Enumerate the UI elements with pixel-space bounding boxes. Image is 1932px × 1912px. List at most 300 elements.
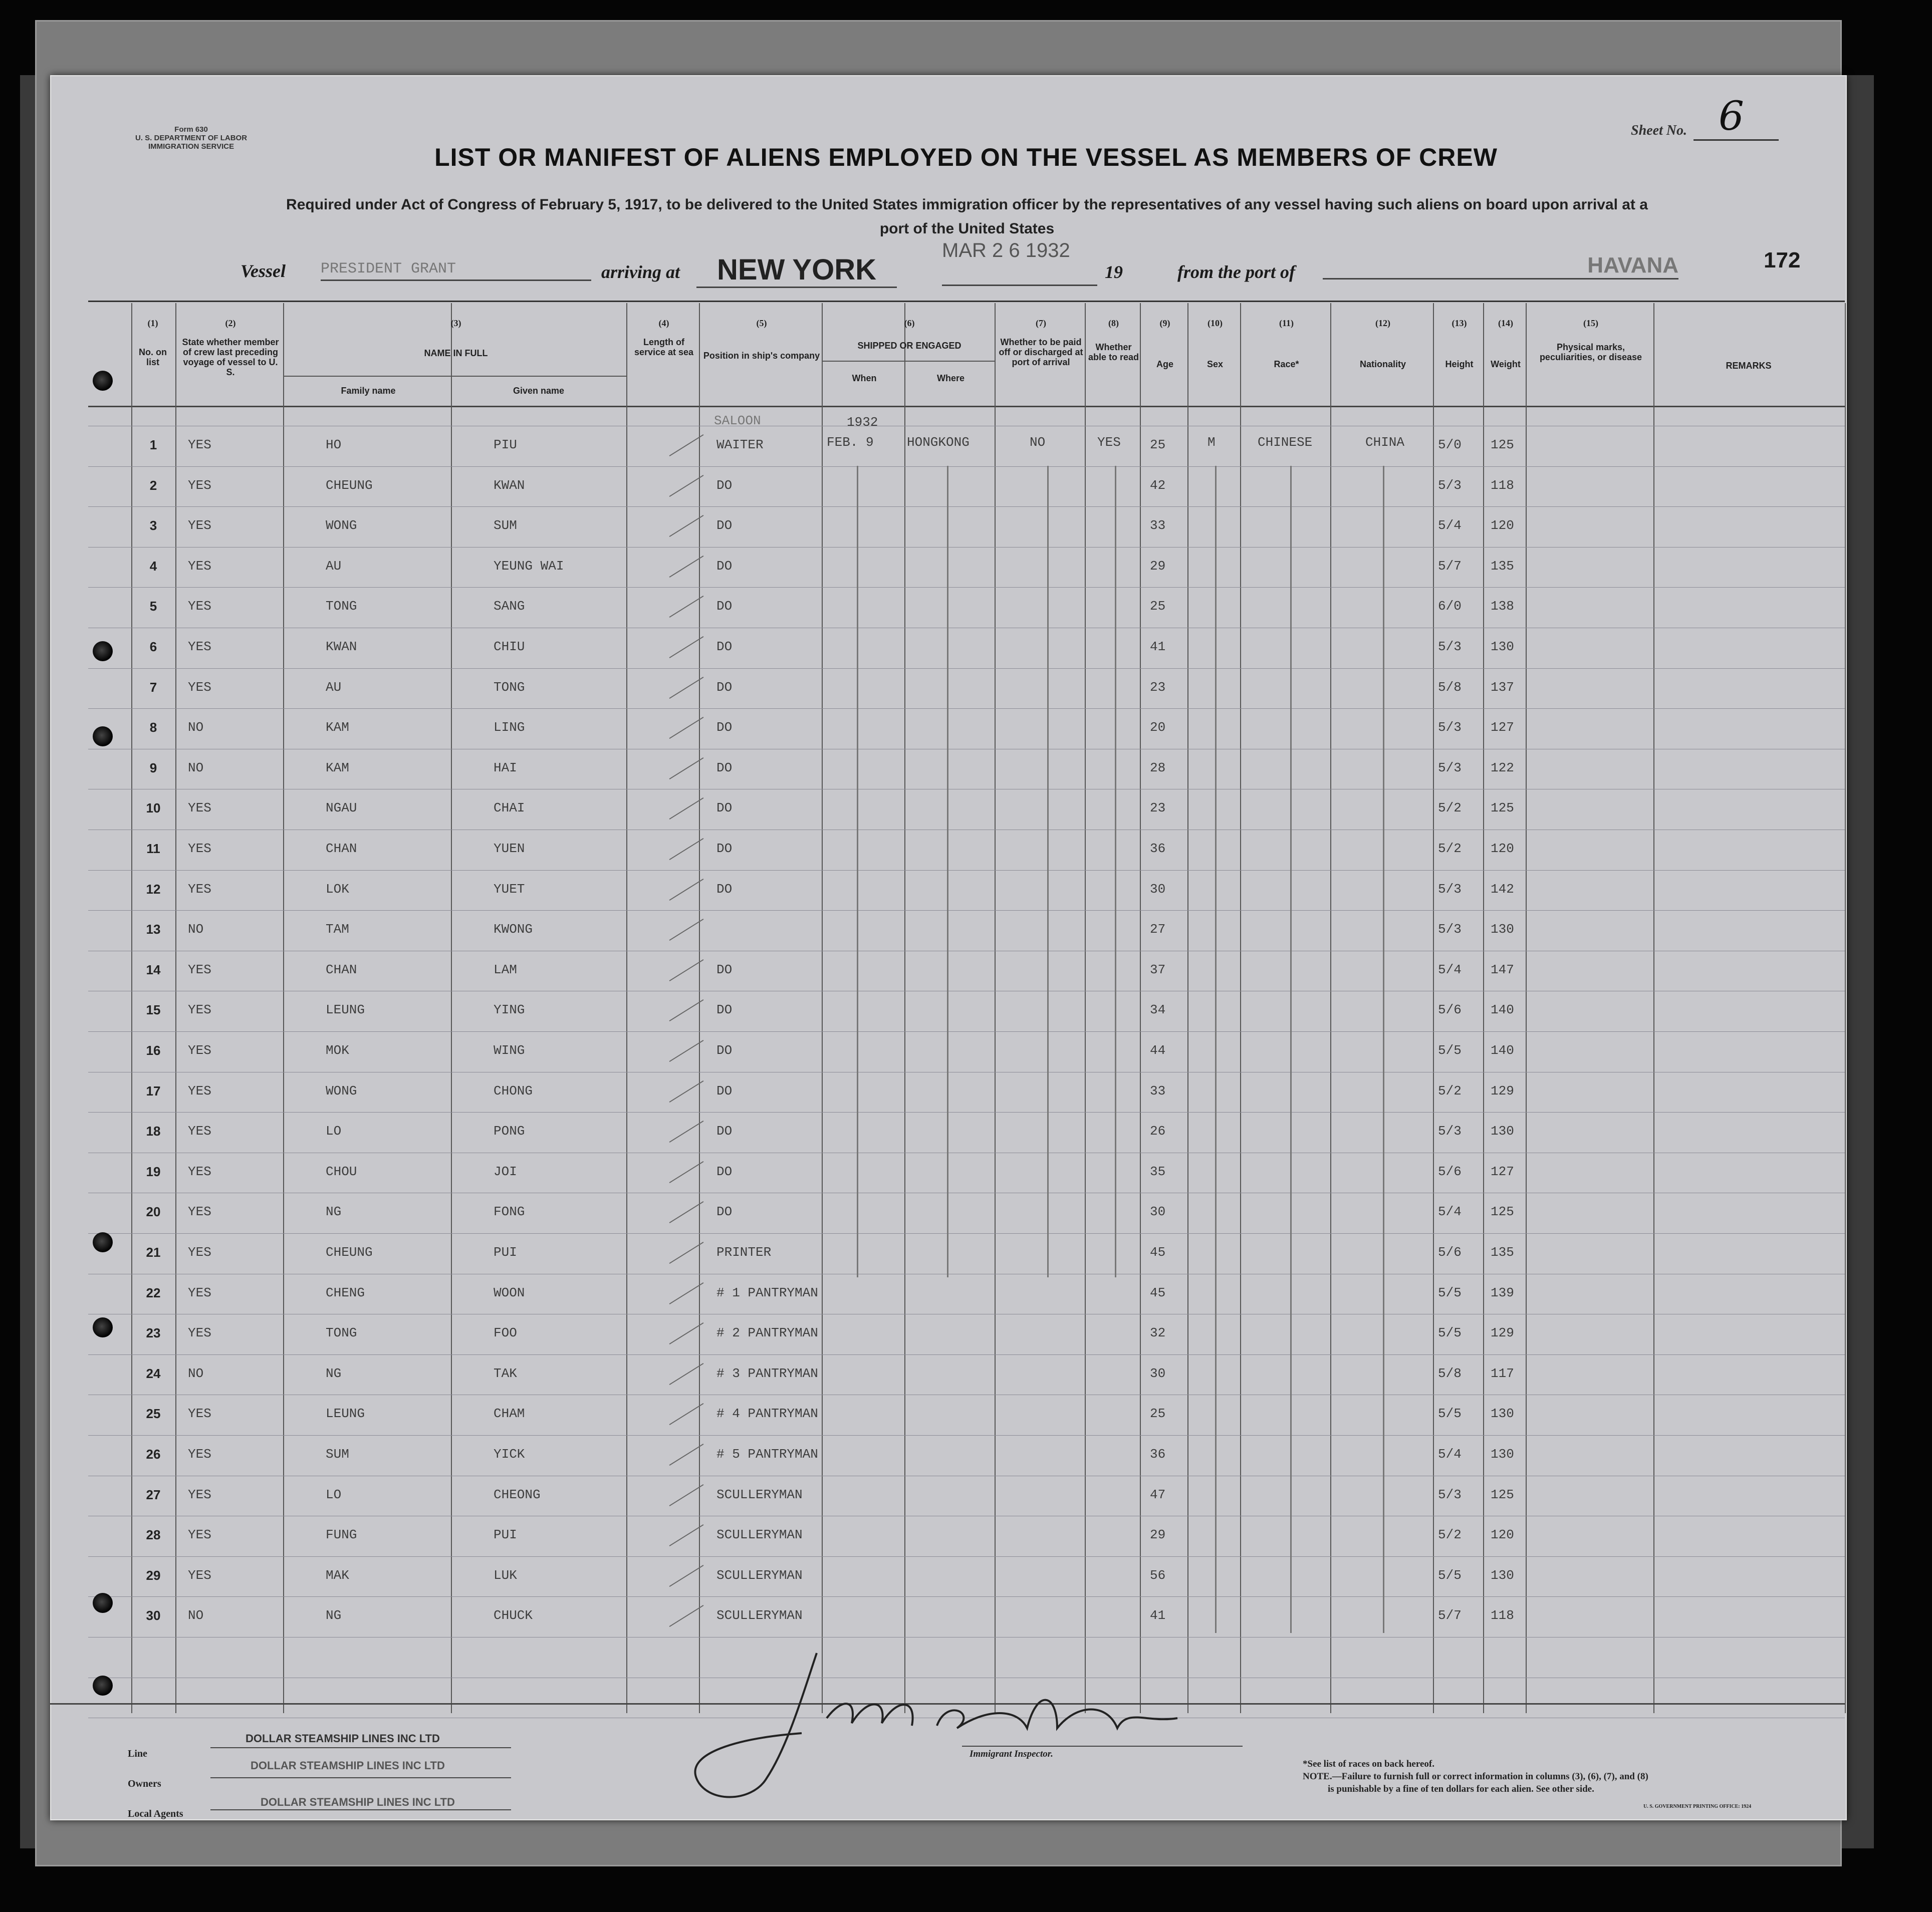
- line-value: DOLLAR STEAMSHIP LINES INC LTD: [246, 1732, 440, 1745]
- given-name: WING: [494, 1043, 525, 1058]
- height: 5/2: [1438, 841, 1462, 856]
- row-number: 10: [146, 800, 161, 816]
- position: # 2 PANTRYMAN: [716, 1325, 818, 1341]
- age: 20: [1150, 720, 1166, 735]
- column-rule: [1845, 303, 1846, 1713]
- age: 41: [1150, 1608, 1166, 1623]
- previous-voyage: YES: [188, 1124, 211, 1139]
- row-number: 15: [146, 1002, 161, 1018]
- col9-header: [1142, 318, 1187, 369]
- column-rule: [1526, 303, 1527, 1713]
- subtitle-line-2: port of the United States: [879, 220, 1055, 237]
- col9-label: Age: [1156, 359, 1173, 369]
- given-name: PONG: [494, 1124, 525, 1139]
- col15-label: Physical marks, peculiarities, or disease: [1539, 342, 1642, 362]
- weight: 140: [1491, 1002, 1514, 1018]
- family-name: NG: [326, 1608, 342, 1623]
- owners-underline: [210, 1777, 511, 1778]
- col6-number: (6): [904, 318, 915, 328]
- weight: 127: [1491, 720, 1514, 735]
- sheet-underline: [1694, 139, 1779, 141]
- given-name: JOI: [494, 1164, 517, 1179]
- shipped-year: 1932: [847, 415, 878, 430]
- penalty-note-2: is punishable by a fine of ten dollars for each alien. See other side.: [1328, 1784, 1594, 1794]
- given-name: HAI: [494, 760, 517, 775]
- column-rule: [131, 303, 132, 1713]
- inspector-signature: [676, 1638, 1328, 1818]
- row-rule: [88, 1354, 1845, 1355]
- age: 27: [1150, 922, 1166, 937]
- year-label: 19: [1105, 262, 1123, 282]
- family-name: WONG: [326, 1083, 357, 1099]
- arriving-label: arriving at: [601, 262, 680, 282]
- position: WAITER: [716, 437, 764, 452]
- family-name: CHOU: [326, 1164, 357, 1179]
- height: 5/4: [1438, 1447, 1462, 1462]
- age: 36: [1150, 1447, 1166, 1462]
- col2-number: (2): [225, 318, 236, 328]
- height: 5/8: [1438, 679, 1462, 695]
- height: 5/7: [1438, 558, 1462, 574]
- race: CHINESE: [1258, 435, 1313, 450]
- family-name: NG: [326, 1204, 342, 1220]
- height: 5/3: [1438, 639, 1462, 654]
- shipped-when: FEB. 9: [827, 435, 874, 450]
- table-top-rule: [88, 301, 1845, 302]
- col12-label: Nationality: [1359, 359, 1406, 369]
- height: 5/5: [1438, 1285, 1462, 1300]
- from-port-label: from the port of: [1177, 262, 1296, 282]
- age: 41: [1150, 639, 1166, 654]
- position: DO: [716, 1164, 733, 1179]
- punch-hole: [93, 371, 113, 391]
- family-name: SUM: [326, 1447, 349, 1462]
- given-name: LING: [494, 720, 525, 735]
- given-name: KWONG: [494, 922, 533, 937]
- previous-voyage: YES: [188, 1285, 211, 1300]
- given-name: YUEN: [494, 841, 525, 856]
- when-header: When: [852, 373, 877, 383]
- row-number: 23: [146, 1325, 161, 1341]
- height: 5/3: [1438, 1124, 1462, 1139]
- row-rule: [88, 587, 1845, 588]
- previous-voyage: YES: [188, 1204, 211, 1220]
- row-number: 2: [149, 477, 157, 493]
- height: 5/3: [1438, 922, 1462, 937]
- row-number: 13: [146, 922, 161, 937]
- position: DO: [716, 1002, 733, 1018]
- row-number: 17: [146, 1083, 161, 1099]
- position: DO: [716, 881, 733, 897]
- weight: 147: [1491, 962, 1514, 977]
- given-name: CHAM: [494, 1406, 525, 1422]
- column-rule: [1433, 303, 1434, 1713]
- col14-number: (14): [1498, 318, 1513, 328]
- height: 5/2: [1438, 800, 1462, 816]
- line-label: Line: [128, 1748, 147, 1759]
- given-name: YUET: [494, 881, 525, 897]
- paid-off: NO: [1030, 435, 1046, 450]
- page-number: 172: [1764, 248, 1801, 272]
- col8-header: [1087, 318, 1140, 362]
- sheet-label: Sheet No.: [1631, 123, 1687, 138]
- ditto-mark-where: [947, 466, 948, 1277]
- height: 5/3: [1438, 1487, 1462, 1502]
- col14-label: Weight: [1491, 359, 1521, 369]
- previous-voyage: YES: [188, 599, 211, 614]
- col13-header: [1435, 318, 1483, 369]
- row-number: 12: [146, 881, 161, 897]
- family-name: CHEUNG: [326, 1245, 373, 1260]
- position: SCULLERYMAN: [716, 1567, 803, 1583]
- given-name: TONG: [494, 679, 525, 695]
- row-number: 9: [149, 760, 157, 775]
- previous-voyage: YES: [188, 841, 211, 856]
- row-number: 28: [146, 1527, 161, 1543]
- punch-hole: [93, 1593, 113, 1613]
- agents-label: Local Agents: [128, 1808, 183, 1819]
- row-number: 21: [146, 1245, 161, 1260]
- age: 29: [1150, 558, 1166, 574]
- from-port: HAVANA: [1323, 253, 1678, 280]
- family-name: CHAN: [326, 841, 357, 856]
- row-number: 6: [149, 639, 157, 654]
- position: DO: [716, 1204, 733, 1220]
- family-name: KWAN: [326, 639, 357, 654]
- punch-hole: [93, 1317, 113, 1337]
- row-rule: [88, 1112, 1845, 1113]
- row-rule: [88, 1233, 1845, 1234]
- owners-value: DOLLAR STEAMSHIP LINES INC LTD: [251, 1759, 445, 1772]
- row-rule: [88, 506, 1845, 507]
- where-header: Where: [936, 373, 964, 383]
- previous-voyage: YES: [188, 1043, 211, 1058]
- weight: 122: [1491, 760, 1514, 775]
- col9-number: (9): [1159, 318, 1170, 328]
- ditto-mark-nationality: [1383, 466, 1384, 1633]
- height: 5/0: [1438, 437, 1462, 452]
- family-name: LO: [326, 1124, 342, 1139]
- line-underline: [210, 1747, 511, 1748]
- age: 23: [1150, 800, 1166, 816]
- position: DO: [716, 760, 733, 775]
- previous-voyage: YES: [188, 1325, 211, 1341]
- age: 45: [1150, 1245, 1166, 1260]
- weight: 125: [1491, 1487, 1514, 1502]
- height: 5/3: [1438, 720, 1462, 735]
- column-rule: [1240, 303, 1241, 1713]
- age: 37: [1150, 962, 1166, 977]
- document-subtitle: [130, 193, 1804, 241]
- weight: 120: [1491, 841, 1514, 856]
- age: 32: [1150, 1325, 1166, 1341]
- given-name: CHAI: [494, 800, 525, 816]
- row-number: 25: [146, 1406, 161, 1422]
- col1-header: [135, 318, 170, 367]
- position: # 3 PANTRYMAN: [716, 1365, 818, 1381]
- vessel-name: PRESIDENT GRANT: [321, 260, 591, 281]
- family-name: NGAU: [326, 800, 357, 816]
- subtitle-line-1: Required under Act of Congress of February 5, 1917, to be delivered to the United States immigration officer by the representatives of any vessel having such aliens on board upon arrival at a: [286, 196, 1648, 213]
- col5-label: Position in ship's company: [703, 351, 820, 361]
- col12-number: (12): [1375, 318, 1390, 328]
- date-stamp: MAR 2 6 1932: [942, 239, 1070, 261]
- ditto-mark-sex: [1215, 466, 1217, 1633]
- weight: 129: [1491, 1083, 1514, 1099]
- family-name: TONG: [326, 599, 357, 614]
- column-rule: [1653, 303, 1654, 1713]
- given-name: PUI: [494, 1527, 517, 1543]
- family-name: MAK: [326, 1567, 349, 1583]
- weight: 127: [1491, 1164, 1514, 1179]
- weight: 135: [1491, 1245, 1514, 1260]
- previous-voyage: YES: [188, 800, 211, 816]
- height: 5/3: [1438, 477, 1462, 493]
- col10-header: [1190, 318, 1240, 369]
- given-name: CHONG: [494, 1083, 533, 1099]
- row-number: 26: [146, 1447, 161, 1462]
- ditto-mark-when: [857, 466, 858, 1277]
- previous-voyage: NO: [188, 1608, 204, 1623]
- col4-header: [629, 318, 699, 357]
- position: DO: [716, 720, 733, 735]
- position: DO: [716, 800, 733, 816]
- position: DO: [716, 841, 733, 856]
- row-number: 5: [149, 599, 157, 614]
- weight: 120: [1491, 1527, 1514, 1543]
- family-name: FUNG: [326, 1527, 357, 1543]
- age: 23: [1150, 679, 1166, 695]
- age: 26: [1150, 1124, 1166, 1139]
- age: 45: [1150, 1285, 1166, 1300]
- shipped-where: HONGKONG: [907, 435, 970, 450]
- form-number: Form 630: [174, 125, 208, 134]
- position: # 1 PANTRYMAN: [716, 1285, 818, 1300]
- weight: 117: [1491, 1365, 1514, 1381]
- given-name: FONG: [494, 1204, 525, 1220]
- row-rule: [88, 1596, 1845, 1597]
- service-name: IMMIGRATION SERVICE: [148, 142, 234, 151]
- family-name: MOK: [326, 1043, 349, 1058]
- weight: 130: [1491, 1124, 1514, 1139]
- col15-number: (15): [1583, 318, 1598, 328]
- remarks-header: REMARKS: [1726, 361, 1772, 371]
- weight: 135: [1491, 558, 1514, 574]
- height: 5/6: [1438, 1002, 1462, 1018]
- previous-voyage: YES: [188, 1487, 211, 1502]
- age: 25: [1150, 599, 1166, 614]
- age: 35: [1150, 1164, 1166, 1179]
- given-name: PIU: [494, 437, 517, 452]
- date-underline: [942, 285, 1097, 286]
- col6-label: SHIPPED OR ENGAGED: [857, 341, 961, 351]
- given-name: CHEONG: [494, 1487, 541, 1502]
- age: 42: [1150, 477, 1166, 493]
- previous-voyage: YES: [188, 881, 211, 897]
- family-name: NG: [326, 1365, 342, 1381]
- row-rule: [88, 547, 1845, 548]
- col13-number: (13): [1452, 318, 1467, 328]
- age: 56: [1150, 1567, 1166, 1583]
- sex: M: [1208, 435, 1216, 450]
- row-rule: [88, 668, 1845, 669]
- row-rule: [88, 910, 1845, 911]
- inspector-label: Immigrant Inspector.: [970, 1749, 1053, 1759]
- previous-voyage: YES: [188, 679, 211, 695]
- gpo-imprint: U. S. GOVERNMENT PRINTING OFFICE: 1924: [1643, 1804, 1752, 1809]
- family-name: HO: [326, 437, 342, 452]
- weight: 129: [1491, 1325, 1514, 1341]
- previous-voyage: YES: [188, 518, 211, 533]
- weight: 125: [1491, 800, 1514, 816]
- column-rule: [1483, 303, 1484, 1713]
- position: DO: [716, 558, 733, 574]
- weight: 130: [1491, 1567, 1514, 1583]
- ditto-mark-race: [1290, 466, 1292, 1633]
- position: DO: [716, 1043, 733, 1058]
- height: 5/3: [1438, 760, 1462, 775]
- given-name: WOON: [494, 1285, 525, 1300]
- age: 36: [1150, 841, 1166, 856]
- able-to-read: YES: [1097, 435, 1121, 450]
- punch-hole: [93, 641, 113, 661]
- column-rule: [699, 303, 700, 1713]
- col5-number: (5): [756, 318, 767, 328]
- column-rule: [1140, 303, 1141, 1713]
- previous-voyage: YES: [188, 1567, 211, 1583]
- weight: 140: [1491, 1043, 1514, 1058]
- weight: 130: [1491, 1447, 1514, 1462]
- row-number: 20: [146, 1204, 161, 1220]
- table-header-rule: [88, 406, 1845, 407]
- col8-label: Whether able to read: [1088, 342, 1139, 362]
- height: 5/4: [1438, 962, 1462, 977]
- previous-voyage: YES: [188, 1406, 211, 1422]
- previous-voyage: YES: [188, 437, 211, 452]
- family-name: CHAN: [326, 962, 357, 977]
- col12-header: [1333, 318, 1433, 369]
- given-name: CHUCK: [494, 1608, 533, 1623]
- age: 47: [1150, 1487, 1166, 1502]
- previous-voyage: YES: [188, 1245, 211, 1260]
- col10-number: (10): [1208, 318, 1223, 328]
- height: 6/0: [1438, 599, 1462, 614]
- family-name: KAM: [326, 720, 349, 735]
- previous-voyage: YES: [188, 1164, 211, 1179]
- row-number: 1: [149, 437, 157, 452]
- penalty-note-1: NOTE.—Failure to furnish full or correct information in columns (3), (6), (7), and (8): [1303, 1771, 1648, 1782]
- owners-label: Owners: [128, 1778, 161, 1789]
- position: DO: [716, 518, 733, 533]
- age: 30: [1150, 881, 1166, 897]
- previous-voyage: NO: [188, 760, 204, 775]
- position-prefix: SALOON: [714, 413, 761, 428]
- family-name: LOK: [326, 881, 349, 897]
- col14-header: [1486, 318, 1526, 369]
- previous-voyage: YES: [188, 1447, 211, 1462]
- col11-label: Race*: [1274, 359, 1299, 369]
- agents-underline: [210, 1809, 511, 1810]
- family-name: WONG: [326, 518, 357, 533]
- position: SCULLERYMAN: [716, 1527, 803, 1543]
- column-rule: [451, 303, 452, 1713]
- column-rule: [1187, 303, 1188, 1713]
- row-number: 4: [149, 558, 157, 574]
- row-number: 18: [146, 1124, 161, 1139]
- row-number: 16: [146, 1043, 161, 1058]
- weight: 118: [1491, 1608, 1514, 1623]
- height: 5/5: [1438, 1406, 1462, 1422]
- row-number: 27: [146, 1487, 161, 1502]
- given-name: FOO: [494, 1325, 517, 1341]
- height: 5/5: [1438, 1567, 1462, 1583]
- col10-label: Sex: [1206, 359, 1224, 369]
- col6-header: [824, 318, 995, 351]
- height: 5/5: [1438, 1043, 1462, 1058]
- agents-value: DOLLAR STEAMSHIP LINES INC LTD: [261, 1796, 455, 1808]
- col2-label: State whether member of crew last preceding voyage of vessel to U. S.: [182, 337, 279, 377]
- col4-label: Length of service at sea: [634, 337, 694, 357]
- weight: 139: [1491, 1285, 1514, 1300]
- col2-header: [180, 318, 281, 377]
- family-name: CHEUNG: [326, 477, 373, 493]
- previous-voyage: NO: [188, 1365, 204, 1381]
- col1-label: No. on list: [139, 347, 167, 367]
- previous-voyage: YES: [188, 639, 211, 654]
- given-name: YEUNG WAI: [494, 558, 564, 574]
- row-number: 3: [149, 518, 157, 533]
- weight: 118: [1491, 477, 1514, 493]
- given-name: PUI: [494, 1245, 517, 1260]
- family-name: AU: [326, 558, 342, 574]
- column-rule: [995, 303, 996, 1713]
- row-rule: [88, 708, 1845, 709]
- column-rule: [904, 303, 905, 1713]
- given-name: YING: [494, 1002, 525, 1018]
- row-number: 14: [146, 962, 161, 977]
- department-name: U. S. DEPARTMENT OF LABOR: [135, 134, 248, 142]
- col3-label: NAME IN FULL: [424, 348, 488, 358]
- ditto-mark-paid: [1047, 466, 1049, 1277]
- subheader-rule: [283, 376, 626, 377]
- weight: 142: [1491, 881, 1514, 897]
- height: 5/4: [1438, 518, 1462, 533]
- previous-voyage: YES: [188, 962, 211, 977]
- age: 28: [1150, 760, 1166, 775]
- given-name-header: Given name: [513, 386, 565, 396]
- position: # 4 PANTRYMAN: [716, 1406, 818, 1422]
- ditto-mark-read: [1115, 466, 1116, 1277]
- col7-label: Whether to be paid off or discharged at port of arrival: [999, 337, 1083, 367]
- column-rule: [283, 303, 284, 1713]
- col5-header: [701, 318, 822, 361]
- previous-voyage: YES: [188, 1083, 211, 1099]
- row-rule: [88, 1435, 1845, 1436]
- row-number: 19: [146, 1164, 161, 1179]
- age: 29: [1150, 1527, 1166, 1543]
- family-name-header: Family name: [341, 386, 396, 396]
- col11-header: [1243, 318, 1330, 369]
- age: 44: [1150, 1043, 1166, 1058]
- given-name: SUM: [494, 518, 517, 533]
- age: 34: [1150, 1002, 1166, 1018]
- given-name: LAM: [494, 962, 517, 977]
- weight: 125: [1491, 437, 1514, 452]
- weight: 130: [1491, 922, 1514, 937]
- position: PRINTER: [716, 1245, 772, 1260]
- col3-number: (3): [450, 318, 461, 328]
- previous-voyage: YES: [188, 1527, 211, 1543]
